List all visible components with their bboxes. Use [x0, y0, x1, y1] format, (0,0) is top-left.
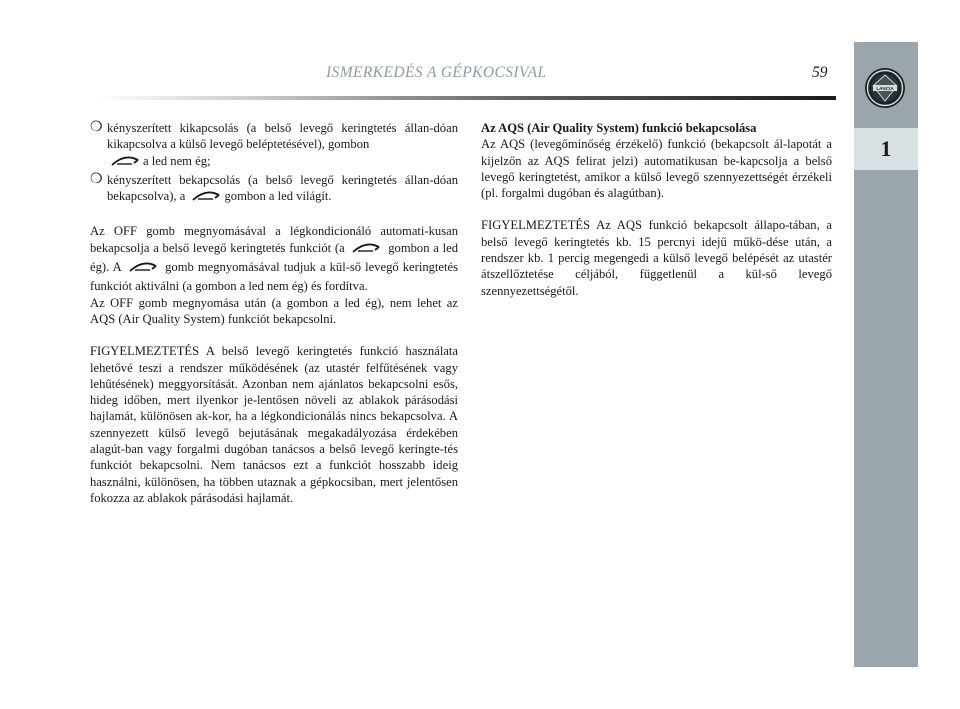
circle-bullet-icon: ❍	[90, 120, 103, 135]
header-rule	[96, 96, 836, 100]
left-column	[90, 120, 458, 506]
paragraph: Az OFF gomb megnyomása után (a gombon a led ég), nem lehet az AQS (Air Quality System) funkciót bekapcsolni.	[90, 295, 458, 326]
circle-bullet-icon: ❍	[90, 171, 103, 187]
para1-text-c: gomb megnyomásával tudjuk a kül-ső levegő keringtetés funkciót aktiválni (a gombon a led nem ég) és fordítva.	[90, 260, 458, 294]
right-column	[481, 120, 832, 299]
air-recirculation-icon	[110, 154, 140, 172]
bullet2-text: kényszerített bekapcsolás (a belső levegő keringtetés állan-dóan bekapcsolva), a	[107, 172, 458, 204]
para1-text-b: gombon a led ég). A	[90, 240, 458, 275]
bullet1-text-end: a led nem ég;	[143, 153, 211, 168]
page-number: 59	[812, 64, 828, 81]
air-recirculation-icon	[351, 241, 381, 259]
logo-text: LANCIA	[876, 86, 894, 91]
chapter-number: 1	[880, 136, 892, 161]
list-item	[90, 172, 458, 208]
para1-text-a: Az OFF gomb megnyomásával a légkondicionáló automati-kusan bekapcsolja a belső levegő keringtetés funkciót (a	[90, 224, 458, 255]
bullet2-text-end: gombon a led világít.	[224, 189, 332, 204]
paragraph: Az AQS (levegőminőség érzékelő) funkció (bekapcsolt ál-lapotát a kijelzőn az AQS felirat jelzi) automatikusan be-kapcsolja a belső levegő keringtetést, amikor a külső levegő szennyezettségét érzékeli (pl. forgalmi dugóban és alagútban).	[481, 137, 832, 201]
air-recirculation-icon	[191, 189, 221, 207]
list-item	[90, 120, 458, 172]
lancia-logo-icon	[864, 67, 906, 109]
section-title: Az AQS (Air Quality System) funkció bekapcsolása	[481, 121, 757, 135]
warning-paragraph: FIGYELMEZTETÉS A belső levegő keringtetés funkció használata lehetővé teszi a rendszer működésének (az utastér felfűtésének vagy lehűtésének) meggyorsítását. Azonban nem ajánlatos bekapcsolni esős, hideg időben, mert ilyenkor je-lentősen növeli az ablakok párásodási hajlamát, különösen ak-kor, ha a légkondicionálás nincs bekapcsolva. A szennyezett külső levegő bejutásának megakadályozása érdekében alagút-ban vagy forgalmi dugóban tanácsos a belső levegő keringte-tés funkciót bekapcsolni. Nem tanácsos ezt a funkciót hosszabb ideig használni, különösen, ha többen utaznak a gépkocsiban, mert jelentősen fokozza az ablakok párásodási hajlamát.	[90, 344, 458, 505]
paragraph	[90, 223, 458, 294]
bullet1-text: kényszerített kikapcsolás (a belső levegő keringtetés állan-dóan kikapcsolva a külső levegő beléptetésével), gombon	[107, 121, 458, 152]
warning-paragraph: FIGYELMEZTETÉS Az AQS funkció bekapcsolt állapo-tában, a belső levegő keringtetés kb. 15 percnyi idejű műkö-dése után, a rendszer kb. 1 percig megengedi a külső levegő belépését az utastér átszellőztetése céljából, függetlenül a kül-ső levegő szennyezettségétől.	[481, 218, 832, 298]
page-header-title: ISMERKEDÉS A GÉPKOCSIVAL	[326, 64, 547, 81]
air-recirculation-icon	[128, 260, 158, 278]
chapter-tab[interactable]	[854, 128, 918, 170]
